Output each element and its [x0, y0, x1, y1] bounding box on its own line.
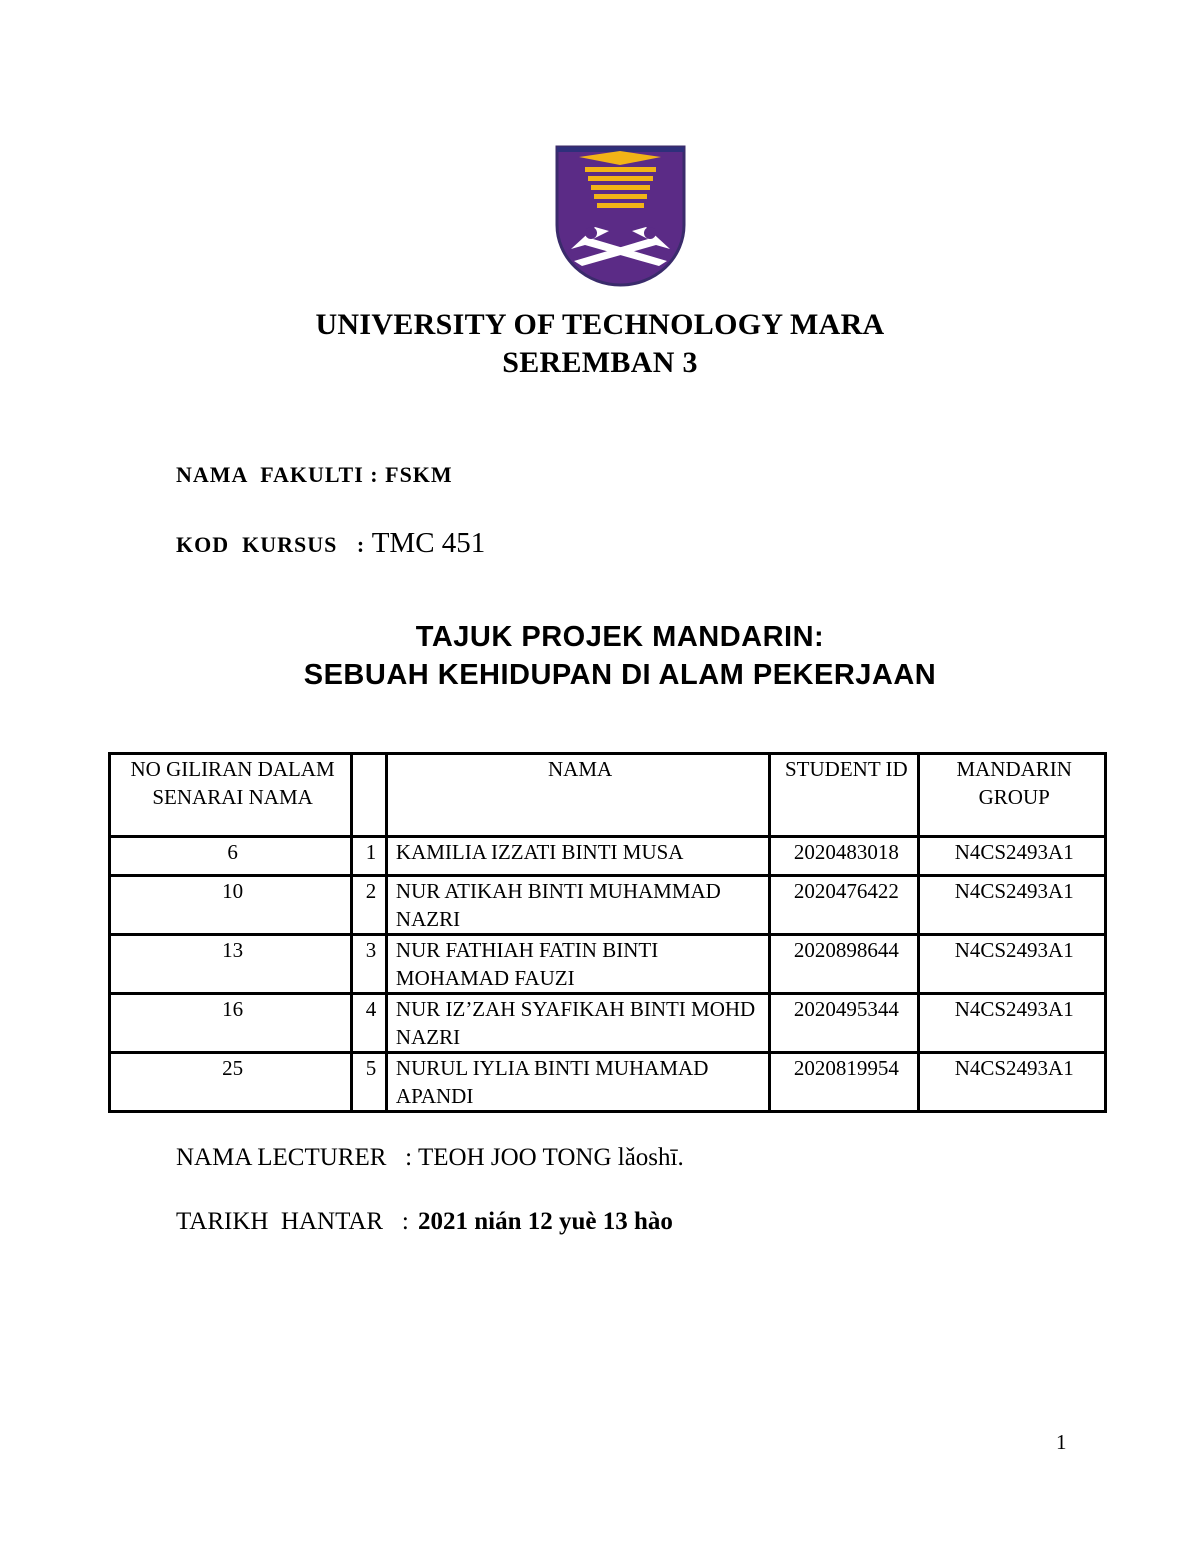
cell-mandarin-group: N4CS2493A1: [919, 837, 1106, 876]
uitm-logo: [555, 145, 686, 287]
faculty-value: FSKM: [385, 462, 453, 487]
cell-no-giliran: 10: [110, 876, 352, 935]
table-row: [110, 876, 1106, 935]
course-line: [176, 527, 485, 560]
cell-student-id: 2020819954: [770, 1053, 919, 1112]
cell-student-id: 2020898644: [770, 935, 919, 994]
cell-no-giliran: 25: [110, 1053, 352, 1112]
faculty-label: NAMA FAKULTI :: [176, 462, 386, 487]
cell-nama: NUR ATIKAH BINTI MUHAMMAD NAZRI: [386, 876, 769, 935]
project-title: [0, 618, 1200, 694]
cell-index: 5: [352, 1053, 387, 1112]
lecturer-label: NAMA LECTURER :: [176, 1144, 413, 1171]
cell-index: 4: [352, 994, 387, 1053]
campus-name: SEREMBAN 3: [502, 346, 698, 379]
page-number: 1: [1056, 1430, 1067, 1454]
table-row: [110, 1053, 1106, 1112]
group-members-table: [108, 752, 1107, 1113]
header-student-id: STUDENT ID: [770, 754, 919, 837]
faculty-line: [176, 462, 453, 488]
cell-index: 1: [352, 837, 387, 876]
university-heading: [0, 306, 1200, 382]
cell-no-giliran: 16: [110, 994, 352, 1053]
cell-student-id: 2020495344: [770, 994, 919, 1053]
course-value: TMC 451: [371, 527, 486, 559]
header-nama: NAMA: [386, 754, 769, 837]
cell-nama: NURUL IYLIA BINTI MUHAMAD APANDI: [386, 1053, 769, 1112]
cell-student-id: 2020483018: [770, 837, 919, 876]
cell-index: 2: [352, 876, 387, 935]
table-row: [110, 994, 1106, 1053]
cell-nama: NUR FATHIAH FATIN BINTI MOHAMAD FAUZI: [386, 935, 769, 994]
cell-mandarin-group: N4CS2493A1: [919, 876, 1106, 935]
project-title-line1: TAJUK PROJEK MANDARIN:: [415, 621, 825, 653]
course-label: KOD KURSUS :: [176, 532, 372, 557]
header-no-giliran: NO GILIRAN DALAM SENARAI NAMA: [110, 754, 352, 837]
cell-student-id: 2020476422: [770, 876, 919, 935]
table-row: [110, 935, 1106, 994]
lecturer-line: [176, 1144, 684, 1172]
header-mandarin-group: MANDARIN GROUP: [919, 754, 1106, 837]
cell-index: 3: [352, 935, 387, 994]
table-header-row: [110, 754, 1106, 837]
cell-nama: NUR IZ’ZAH SYAFIKAH BINTI MOHD NAZRI: [386, 994, 769, 1053]
submission-date-value: 2021 nián 12 yuè 13 hào: [418, 1208, 673, 1235]
university-name: UNIVERSITY OF TECHNOLOGY MARA: [315, 308, 885, 341]
cell-mandarin-group: N4CS2493A1: [919, 1053, 1106, 1112]
header-index: [352, 754, 387, 837]
cell-mandarin-group: N4CS2493A1: [919, 994, 1106, 1053]
project-title-line2: SEBUAH KEHIDUPAN DI ALAM PEKERJAAN: [303, 659, 937, 691]
submission-date-label: TARIKH HANTAR :: [176, 1208, 409, 1235]
cell-nama: KAMILIA IZZATI BINTI MUSA: [386, 837, 769, 876]
cell-mandarin-group: N4CS2493A1: [919, 935, 1106, 994]
submission-date-line: [176, 1208, 673, 1236]
lecturer-value: TEOH JOO TONG lǎoshī.: [418, 1144, 684, 1171]
cell-no-giliran: 13: [110, 935, 352, 994]
cell-no-giliran: 6: [110, 837, 352, 876]
table-row: [110, 837, 1106, 876]
